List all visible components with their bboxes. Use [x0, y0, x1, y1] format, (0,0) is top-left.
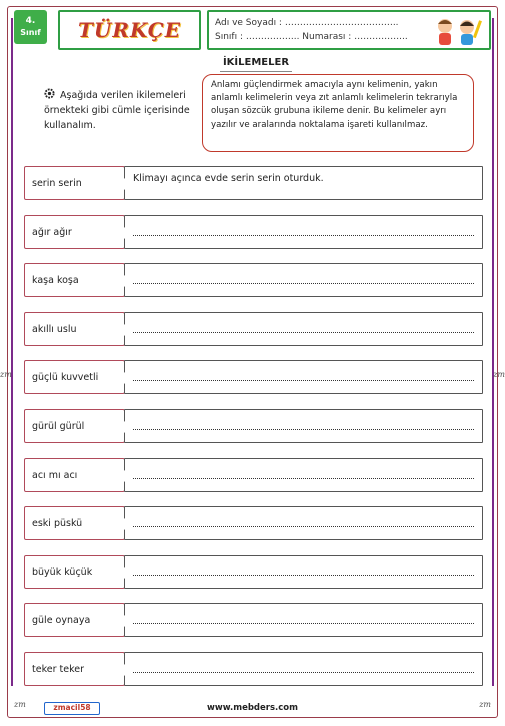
exercise-row — [24, 409, 483, 443]
left-border-line — [11, 18, 13, 686]
exercise-row — [24, 458, 483, 492]
definition-text: Anlamı güçlendirmek amacıyla aynı kelimenin, yakın anlamlı kelimelerin veya zıt anlamlı kelimelerin tekrarıyla oluşan sözcük grubuna ikileme denir. Bu kelimeler ayrı yazılır ve aralarında noktalama işareti kullanılmaz. — [211, 80, 458, 130]
sentence-answer-field[interactable] — [124, 215, 483, 249]
corner-mark-bottom-left: zm — [14, 700, 26, 709]
dotted-answer-line — [133, 380, 474, 381]
section-title: İKİLEMELER — [220, 57, 292, 72]
exercise-row — [24, 652, 483, 686]
author-tag: zmacil58 — [44, 702, 100, 715]
ikileme-label: serin serin — [24, 166, 125, 200]
ikileme-label: ağır ağır — [24, 215, 125, 249]
ikileme-label: eski püskü — [24, 506, 125, 540]
exercise-row — [24, 263, 483, 297]
gear-icon — [44, 88, 55, 99]
ikileme-label: kaşa koşa — [24, 263, 125, 297]
exercise-row — [24, 603, 483, 637]
exercise-row — [24, 215, 483, 249]
sentence-answer-field[interactable] — [124, 652, 483, 686]
sentence-answer-field[interactable] — [124, 458, 483, 492]
ikileme-label: teker teker — [24, 652, 125, 686]
dotted-answer-line — [133, 526, 474, 527]
dotted-answer-line — [133, 575, 474, 576]
dotted-answer-line — [133, 429, 474, 430]
class-number-line[interactable]: Sınıfı : ……………... Numarası : ……………... — [215, 32, 408, 42]
exercise-row — [24, 166, 483, 200]
sentence-answer-field[interactable] — [124, 603, 483, 637]
corner-mark-bottom-right: zm — [479, 700, 491, 709]
exercise-row — [24, 312, 483, 346]
dotted-answer-line — [133, 283, 474, 284]
ikileme-label: büyük küçük — [24, 555, 125, 589]
dotted-answer-line — [133, 332, 474, 333]
grade-badge — [14, 10, 47, 44]
corner-mark-left: zm — [0, 370, 12, 379]
sentence-answer-field[interactable] — [124, 312, 483, 346]
sentence-answer-field[interactable] — [124, 360, 483, 394]
exercise-row — [24, 555, 483, 589]
sentence-answer-field[interactable] — [124, 506, 483, 540]
ikileme-label: güçlü kuvvetli — [24, 360, 125, 394]
corner-mark-right: zm — [493, 370, 505, 379]
student-info-box — [207, 10, 491, 50]
grade-number: 4. — [25, 16, 36, 26]
ikileme-label: gürül gürül — [24, 409, 125, 443]
dotted-answer-line — [133, 478, 474, 479]
dotted-answer-line — [133, 623, 474, 624]
exercise-row — [24, 506, 483, 540]
sentence-answer-field[interactable] — [124, 166, 483, 200]
name-line[interactable]: Adı ve Soyadı : ……………………………….. — [215, 18, 399, 28]
grade-label: Sınıf — [20, 28, 41, 37]
subject-title-box — [58, 10, 201, 50]
website-footer[interactable]: www.mebders.com — [206, 703, 298, 713]
sentence-answer-field[interactable] — [124, 555, 483, 589]
ikileme-label: güle oynaya — [24, 603, 125, 637]
dotted-answer-line — [133, 672, 474, 673]
dotted-answer-line — [133, 235, 474, 236]
subject-title: TÜRKÇE — [78, 18, 181, 42]
ikileme-label: acı mı acı — [24, 458, 125, 492]
sentence-answer-field[interactable] — [124, 263, 483, 297]
sample-sentence: Klimayı açınca evde serin serin oturduk. — [133, 173, 324, 184]
definition-box — [202, 74, 474, 152]
ikileme-label: akıllı uslu — [24, 312, 125, 346]
children-illustration-icon — [431, 14, 483, 48]
exercise-row — [24, 360, 483, 394]
instruction-text — [44, 88, 200, 133]
instruction-body: Aşağıda verilen ikilemeleri örnekteki gibi cümle içerisinde kullanalım. — [44, 90, 190, 131]
sentence-answer-field[interactable] — [124, 409, 483, 443]
right-border-line — [492, 18, 494, 686]
